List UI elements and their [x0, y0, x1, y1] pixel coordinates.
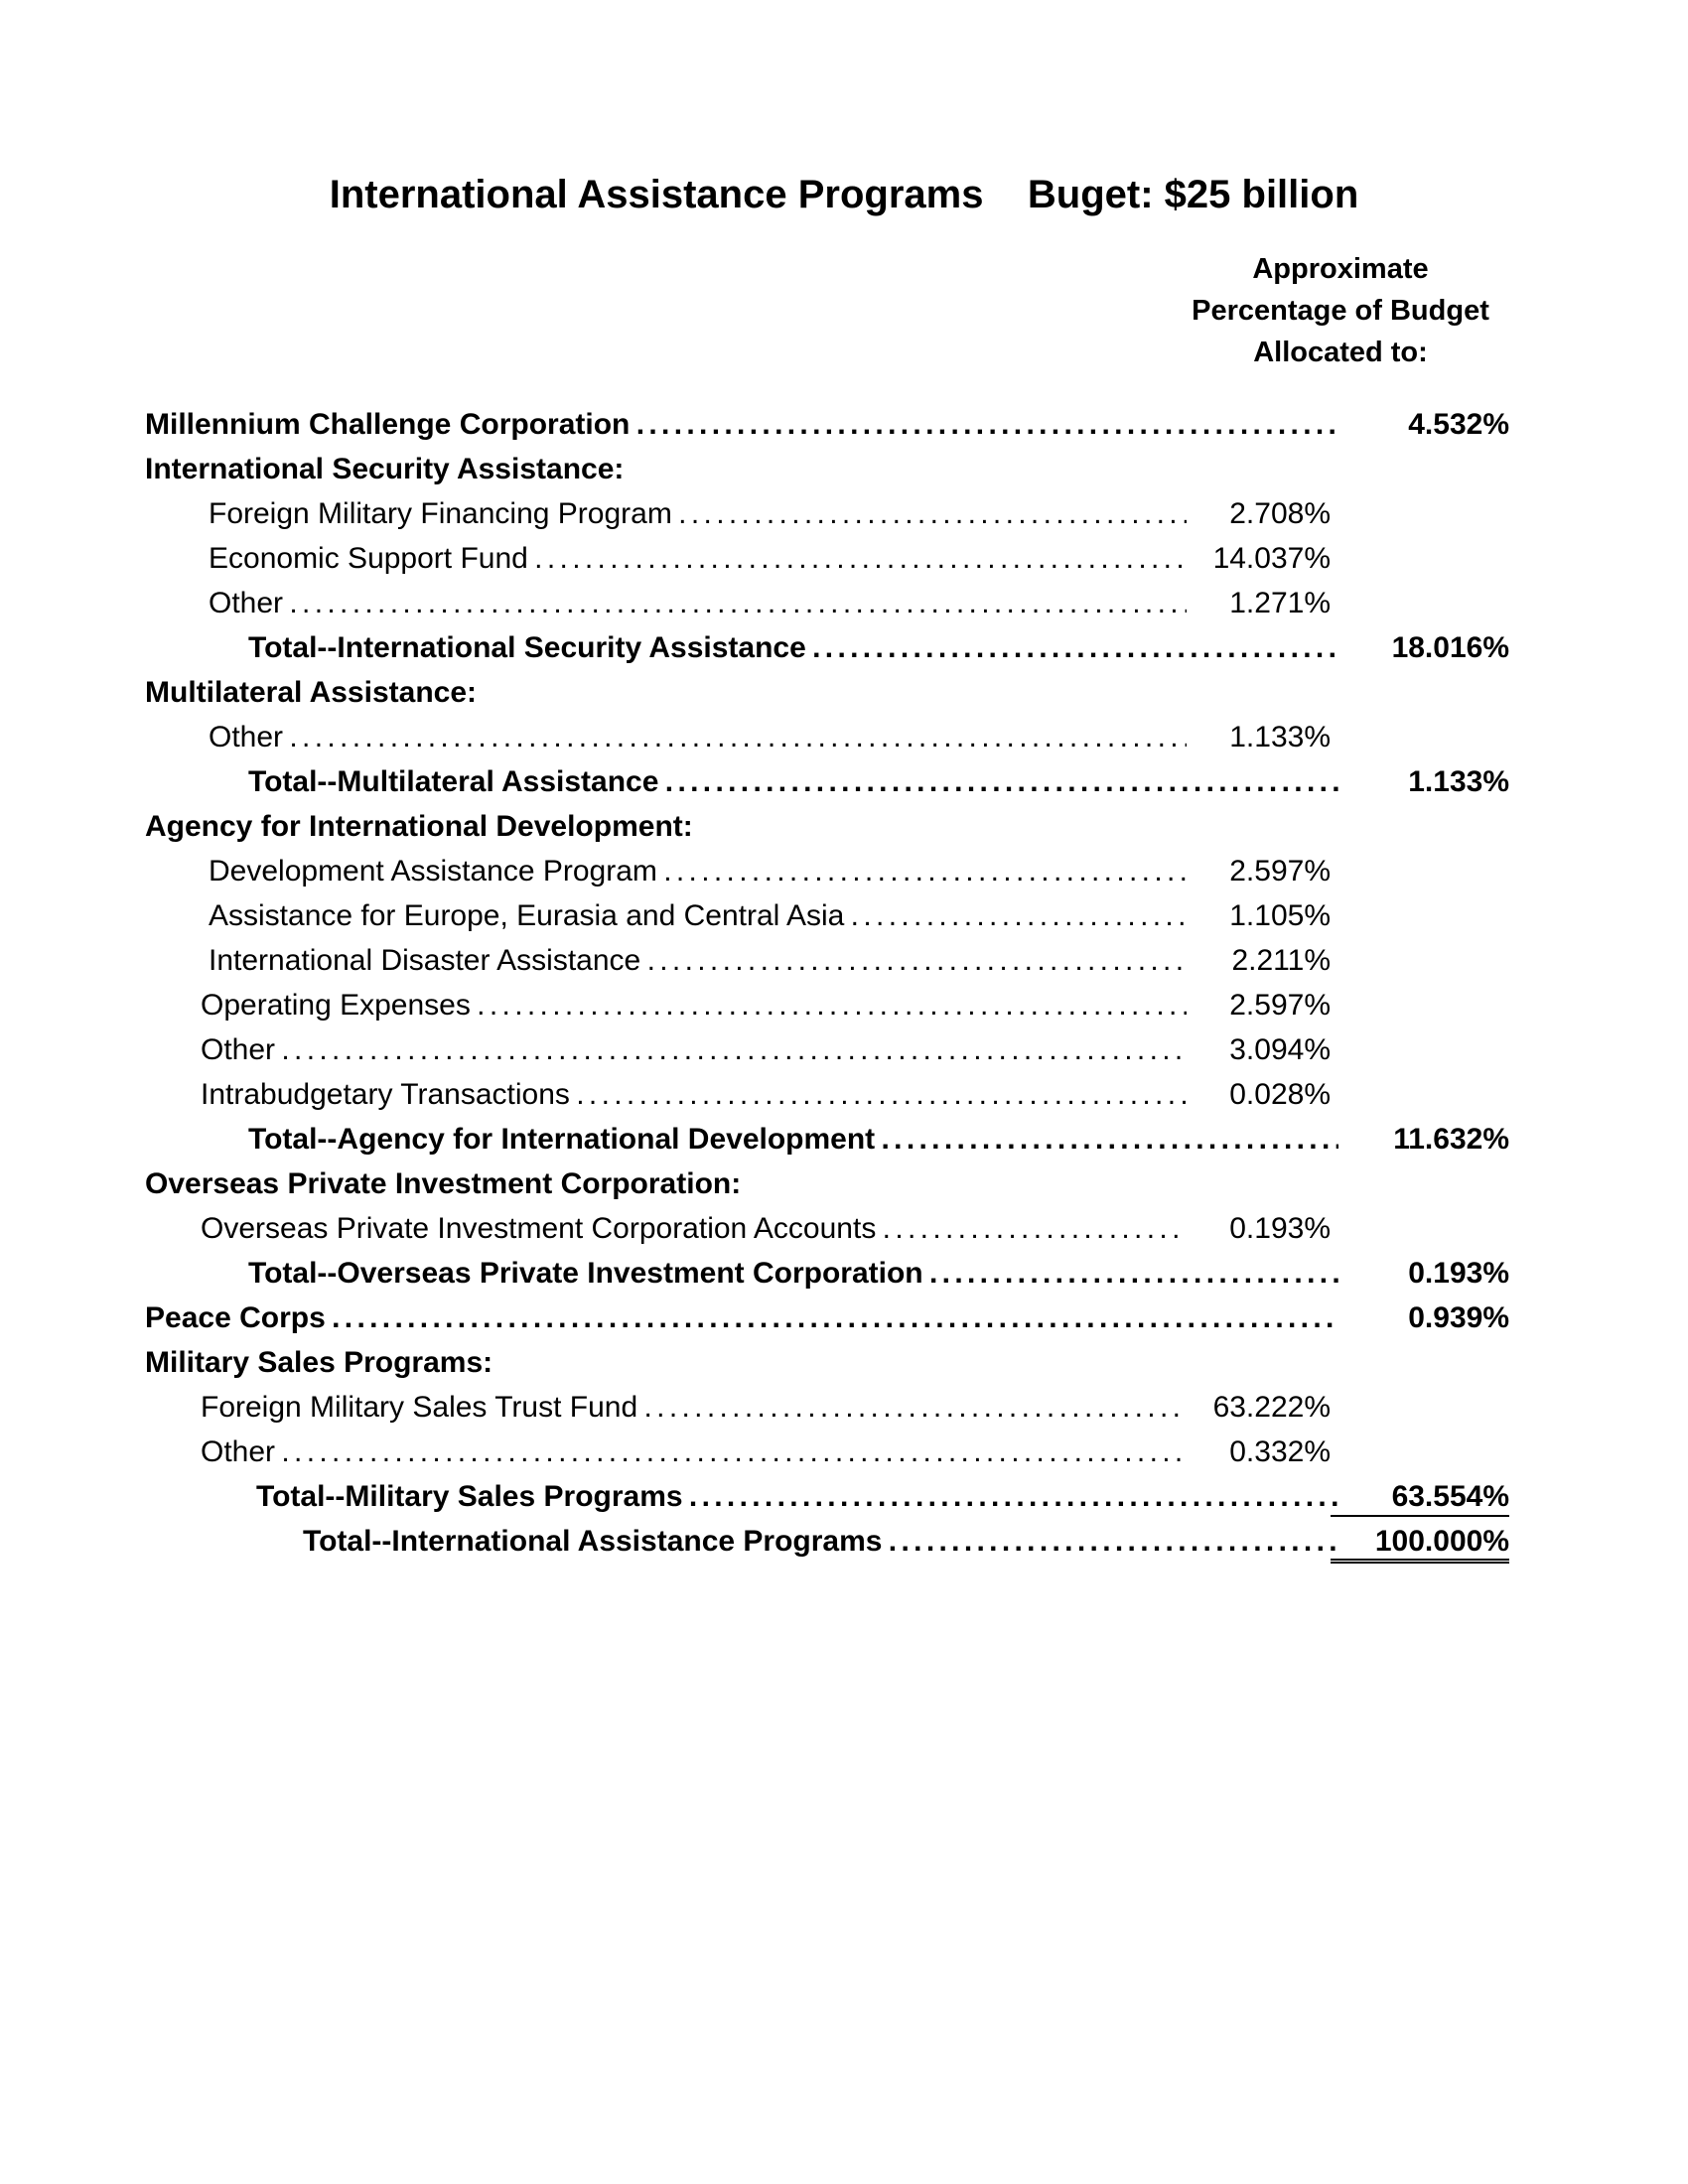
section-heading	[0, 804, 1688, 849]
column-header	[1172, 248, 1509, 373]
row-value: 2.597%	[1229, 989, 1331, 1022]
row-total: 0.939%	[1408, 1301, 1509, 1334]
section-heading	[0, 447, 1688, 491]
row-label: International Security Assistance:	[145, 453, 625, 485]
row-label: Total--Multilateral Assistance . . .	[248, 759, 1338, 804]
grand-total-row	[0, 1519, 1688, 1564]
row-total: 63.554%	[1331, 1474, 1509, 1517]
table-row	[0, 849, 1688, 893]
section-heading	[0, 670, 1688, 715]
row-value: 0.193%	[1229, 1212, 1331, 1245]
row-label: Peace Corps . . .	[145, 1296, 1336, 1340]
table-row	[0, 893, 1688, 938]
column-header-line: Percentage of Budget	[1192, 295, 1489, 327]
table-row	[0, 1296, 1688, 1340]
subtotal-row	[0, 1474, 1688, 1519]
row-label: Operating Expenses . . .	[201, 983, 1187, 1027]
table-row	[0, 1072, 1688, 1117]
row-value: 1.271%	[1229, 587, 1331, 619]
row-total: 18.016%	[1391, 631, 1509, 664]
row-value: 0.332%	[1229, 1435, 1331, 1468]
table-row	[0, 1027, 1688, 1072]
section-heading	[0, 1340, 1688, 1385]
row-value: 14.037%	[1212, 542, 1331, 575]
table-row	[0, 983, 1688, 1027]
row-value: 2.211%	[1231, 944, 1331, 977]
subtotal-row	[0, 1251, 1688, 1296]
row-label: Total--Overseas Private Investment Corporation . . .	[248, 1251, 1338, 1296]
row-value: 2.597%	[1229, 855, 1331, 887]
table-row	[0, 1206, 1688, 1251]
row-label: Assistance for Europe, Eurasia and Central Asia . . .	[209, 893, 1187, 938]
row-total: 100.000%	[1331, 1519, 1509, 1564]
row-label: Multilateral Assistance:	[145, 676, 477, 709]
row-total: 4.532%	[1408, 408, 1509, 441]
row-label: Millennium Challenge Corporation . . .	[145, 402, 1336, 447]
table-row	[0, 715, 1688, 759]
row-label: Other . . .	[209, 581, 1187, 625]
budget-table	[0, 402, 1688, 1564]
row-label: Total--International Security Assistance . . .	[248, 625, 1338, 670]
table-row	[0, 491, 1688, 536]
row-value: 0.028%	[1229, 1078, 1331, 1111]
row-value: 1.105%	[1229, 899, 1331, 932]
column-header-line: Approximate	[1252, 253, 1429, 285]
row-total: 11.632%	[1393, 1123, 1509, 1156]
table-row	[0, 536, 1688, 581]
subtotal-row	[0, 759, 1688, 804]
row-value: 3.094%	[1229, 1033, 1331, 1066]
table-row	[0, 581, 1688, 625]
row-label: International Disaster Assistance . . .	[209, 938, 1187, 983]
row-label: Foreign Military Sales Trust Fund . . .	[201, 1385, 1187, 1430]
section-heading	[0, 1161, 1688, 1206]
table-row	[0, 1430, 1688, 1474]
subtotal-row	[0, 625, 1688, 670]
table-row	[0, 938, 1688, 983]
row-total: 1.133%	[1408, 765, 1509, 798]
row-label: Development Assistance Program . . .	[209, 849, 1187, 893]
row-total: 0.193%	[1408, 1257, 1509, 1290]
row-label: Overseas Private Investment Corporation Accounts . . .	[201, 1206, 1187, 1251]
row-label: Other . . .	[201, 1430, 1187, 1474]
column-header-line: Allocated to:	[1253, 337, 1428, 368]
row-label: Total--Military Sales Programs . . .	[256, 1474, 1338, 1519]
row-label: Other . . .	[209, 715, 1187, 759]
table-row	[0, 402, 1688, 447]
row-value: 2.708%	[1229, 497, 1331, 530]
row-label: Foreign Military Financing Program . . .	[209, 491, 1187, 536]
row-label: Intrabudgetary Transactions . . .	[201, 1072, 1187, 1117]
row-label: Military Sales Programs:	[145, 1346, 493, 1379]
row-label: Total--International Assistance Programs . . .	[303, 1519, 1338, 1564]
row-label: Economic Support Fund . . .	[209, 536, 1187, 581]
row-label: Overseas Private Investment Corporation:	[145, 1167, 742, 1200]
row-value: 1.133%	[1229, 721, 1331, 753]
table-row	[0, 1385, 1688, 1430]
page-title: International Assistance Programs Buget: $25 billion	[329, 173, 1359, 216]
row-label: Agency for International Development:	[145, 810, 693, 843]
row-label: Other . . .	[201, 1027, 1187, 1072]
subtotal-row	[0, 1117, 1688, 1161]
row-value: 63.222%	[1212, 1391, 1331, 1424]
row-label: Total--Agency for International Development . . .	[248, 1117, 1338, 1161]
